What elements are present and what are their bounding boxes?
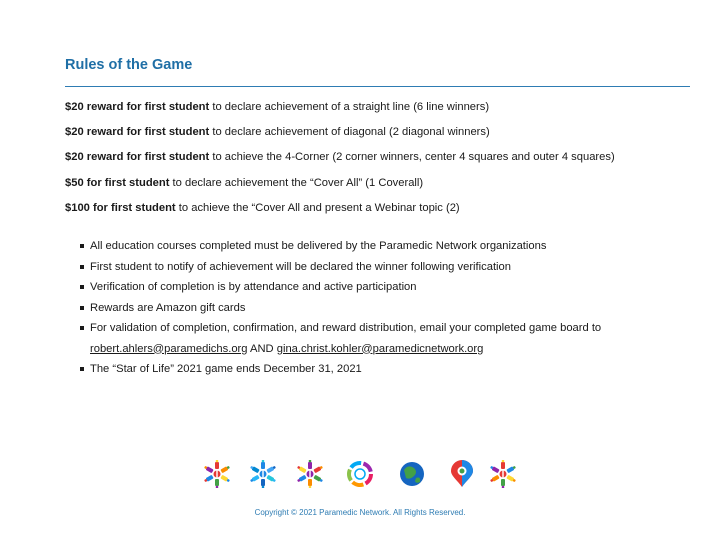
reward-line [65, 101, 705, 114]
reward-description: to declare achievement the “Cover All” (1 Coverall) [169, 176, 424, 189]
rule-text: Rewards are Amazon gift cards [90, 301, 246, 314]
star-of-life-red-icon [489, 460, 517, 488]
email-link-gina[interactable]: gina.christ.kohler@paramedicnetwork.org [276, 342, 484, 355]
rule-text: First student to notify of achievement will be declared the winner following verification [90, 260, 511, 273]
bullet-icon [80, 306, 84, 310]
list-item [80, 322, 700, 356]
rule-text: The “Star of Life” 2021 game ends December 31, 2021 [90, 363, 362, 375]
star-of-life-multicolor-icon [296, 460, 324, 488]
bullet-icon [80, 367, 84, 371]
reward-line [65, 202, 705, 215]
rule-text: All education courses completed must be delivered by the Paramedic Network organizations [90, 240, 547, 252]
reward-description: to achieve the “Cover All and present a Webinar topic (2) [175, 201, 460, 214]
reward-amount: $50 for first student [65, 176, 170, 189]
bullet-icon [80, 285, 84, 289]
reward-description: to declare achievement of a straight line (6 line winners) [209, 101, 490, 113]
star-of-life-blue-icon [249, 460, 277, 488]
reward-amount: $20 reward for first student [65, 126, 210, 139]
bullet-icon [80, 244, 84, 248]
rule-text: For validation of completion, confirmation, and reward distribution, email your completed game board to [90, 322, 602, 334]
title-divider [65, 86, 690, 87]
list-item [80, 261, 700, 274]
reward-line [65, 126, 705, 139]
reward-amount: $20 reward for first student [65, 151, 210, 164]
reward-line [65, 151, 705, 164]
bullet-icon [80, 326, 84, 330]
reward-description: to achieve the 4-Corner (2 corner winners, center 4 squares and outer 4 squares) [209, 151, 615, 164]
circular-swirl-logo-icon [346, 460, 374, 488]
list-item [80, 240, 700, 253]
copyright-notice: Copyright © 2021 Paramedic Network. All Rights Reserved. [254, 508, 466, 517]
list-item [80, 281, 700, 294]
email-link-robert[interactable]: robert.ahlers@paramedichs.org [90, 342, 248, 355]
rewards-list [65, 101, 705, 227]
map-pin-logo-icon [448, 460, 476, 488]
reward-amount: $100 for first student [65, 201, 176, 214]
bullet-icon [80, 265, 84, 269]
list-item [80, 363, 700, 376]
list-item [80, 302, 700, 315]
rule-text: Verification of completion is by attendance and active participation [90, 281, 417, 293]
rules-list [80, 240, 700, 384]
globe-logo-icon [398, 460, 426, 488]
email-line [90, 335, 700, 356]
reward-line [65, 177, 705, 190]
star-of-life-rainbow-icon [203, 460, 231, 488]
reward-description: to declare achievement of diagonal (2 diagonal winners) [209, 126, 490, 139]
page-title: Rules of the Game [65, 57, 193, 73]
reward-amount: $20 reward for first student [65, 101, 210, 113]
email-joiner: AND [247, 342, 277, 355]
